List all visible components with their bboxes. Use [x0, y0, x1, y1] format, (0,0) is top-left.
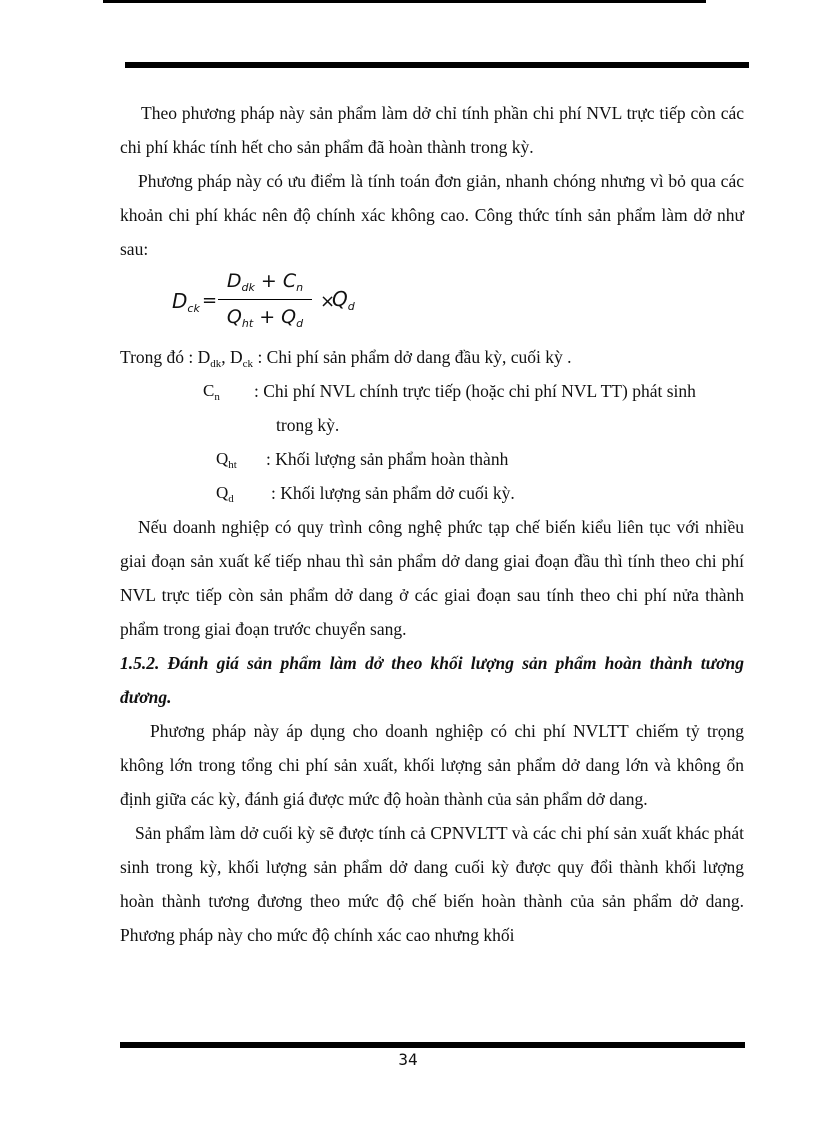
top-rule: [103, 0, 706, 3]
definition-qht: $Q_{ht}$ : Khối lượng sản phẩm hoàn thành: [216, 449, 509, 471]
formula: [120, 270, 744, 338]
formula-denominator: $Q_{ht} + Q_d$: [226, 306, 304, 330]
formula-equals: =: [202, 290, 218, 311]
page-number: 34: [398, 1050, 418, 1069]
definition-qd: $Q_d$ : Khối lượng sản phẩm dở cuối kỳ.: [216, 483, 515, 505]
paragraph-2: Phương pháp này có ưu điểm là tính toán đơn giản, nhanh chóng nhưng vì bỏ qua các khoản chi phí khác nên độ chính xác không cao. Công thức tính sản phẩm làm dở như sau:: [120, 171, 744, 259]
header-rule: [125, 62, 749, 68]
formula-multiply: ×: [320, 291, 336, 312]
definition-cn-continued: trong kỳ.: [276, 415, 340, 435]
footer-rule: [120, 1042, 745, 1048]
paragraph-5: Sản phẩm làm dở cuối kỳ sẽ được tính cả CPNVLTT và các chi phí sản xuất khác phát sinh trong kỳ, khối lượng sản phẩm dở dang cuối kỳ được quy đổi thành khối lượng hoàn thành tương đương theo mức độ chế biến hoàn thành của sản phẩm dở dang. Phương pháp này cho mức độ chính xác cao nhưng khối: [120, 823, 744, 945]
formula-rhs: $Q_d$: [332, 287, 355, 313]
paragraph-4: Phương pháp này áp dụng cho doanh nghiệp có chi phí NVLTT chiếm tỷ trọng không lớn trong tổng chi phí sản xuất, khối lượng sản phẩm dở dang lớn và không ổn định giữa các kỳ, đánh giá được mức độ hoàn thành của sản phẩm dở dang.: [120, 721, 744, 809]
definition-cn: $C_n$ : Chi phí NVL chính trực tiếp (hoặc chi phí NVL TT) phát sinh: [203, 381, 696, 403]
paragraph-1: Theo phương pháp này sản phẩm làm dở chỉ tính phần chi phí NVL trực tiếp còn các chi phí khác tính hết cho sản phẩm đã hoàn thành trong kỳ.: [120, 103, 744, 157]
formula-fraction-bar: [218, 299, 312, 300]
definitions: [120, 340, 744, 510]
paragraph-3: Nếu doanh nghiệp có quy trình công nghệ phức tạp chế biến kiểu liên tục với nhiều giai đoạn sản xuất kế tiếp nhau thì sản phẩm dở dang giai đoạn đầu thì tính theo chi phí NVL trực tiếp còn sản phẩm dở dang ở các giai đoạn sau tính theo chi phí nửa thành phẩm trong giai đoạn trước chuyển sang.: [120, 517, 744, 639]
formula-numerator: $D_{dk} + C_n$: [226, 270, 304, 294]
formula-fraction: [218, 266, 312, 331]
section-heading: 1.5.2. Đánh giá sản phẩm làm dở theo khối lượng sản phẩm hoàn thành tương đương.: [120, 653, 744, 707]
definition-intro: Trong đó : $D_{dk}$, $D_{ck}$ : Chi phí sản phẩm dở dang đầu kỳ, cuối kỳ .: [120, 347, 572, 370]
formula-lhs: $D_{ck}$: [172, 289, 200, 315]
page-body: [120, 96, 744, 952]
